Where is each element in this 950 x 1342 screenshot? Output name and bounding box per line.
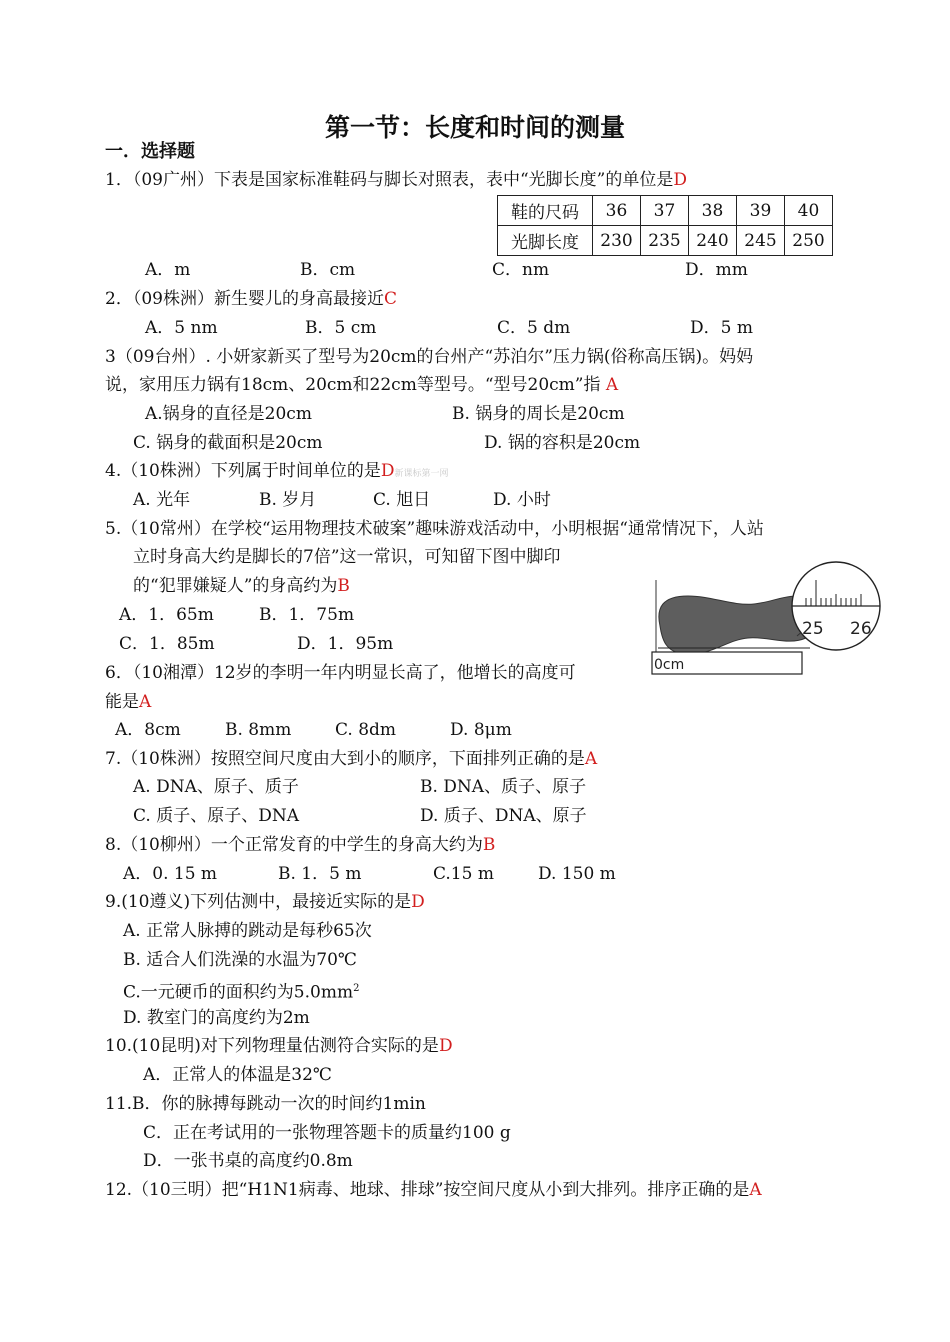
q5-stem-line3: [133, 574, 350, 598]
q3-stem-line1: 3（09台州）. 小妍家新买了型号为20cm的台州产“苏泊尔”压力锅(俗称高压锅)。妈妈: [105, 347, 754, 367]
q5-stem-line2: 立时身高大约是脚长的7倍”这一常识，可知留下图中脚印: [133, 547, 561, 567]
option-c: C. 质子、原子、DNA: [133, 806, 299, 826]
table-row: [498, 226, 833, 256]
option-a: A．5 nm: [145, 318, 218, 338]
q2-stem: [105, 287, 397, 311]
option-c: C.15 m: [433, 864, 494, 884]
option-b: 11.B．你的脉搏每跳动一次的时间约1min: [105, 1094, 426, 1114]
option-c: C. 旭日: [373, 490, 431, 510]
q2-answer: C: [383, 289, 397, 309]
superscript: 2: [353, 983, 360, 994]
option-a: A．m: [145, 260, 191, 280]
option-a: A. 光年: [133, 490, 191, 510]
option-d: D．1．95m: [297, 634, 394, 654]
table-cell: 39: [737, 196, 785, 226]
option-c-text: C.一元硬币的面积约为5.0mm: [123, 982, 354, 1003]
q10-stem-text: 10.(10昆明)对下列物理量估测符合实际的是: [105, 1036, 439, 1056]
table-cell: 光脚长度: [498, 226, 593, 256]
q6-stem-text: 能是: [105, 692, 139, 712]
q6-stem-line1: 6．（10湘潭）12岁的李明一年内明显长高了，他增长的高度可: [105, 663, 576, 683]
page-title: 第一节：长度和时间的测量: [324, 113, 625, 142]
option-c: C．nm: [492, 260, 550, 280]
option-a: A.锅身的直径是20cm: [145, 404, 312, 424]
option-d: D. 锅的容积是20cm: [484, 433, 641, 453]
q10-answer: D: [438, 1036, 453, 1056]
q4-stem-text: 4.（10株洲）下列属于时间单位的是: [105, 461, 381, 481]
table-cell: 250: [785, 226, 833, 256]
table-cell: 鞋的尺码: [498, 196, 593, 226]
option-d: D. 质子、DNA、原子: [420, 806, 587, 826]
q8-stem-text: 8.（10柳州）一个正常发育的中学生的身高大约为: [105, 835, 483, 855]
option-d: D. 小时: [493, 490, 551, 510]
option-b: B．5 cm: [305, 318, 377, 338]
q9-answer: D: [411, 892, 425, 912]
option-c: C. 8dm: [335, 720, 397, 740]
option-a: A．0. 15 m: [123, 864, 218, 884]
option-b: B．cm: [300, 260, 356, 280]
shoe-size-table: [497, 195, 833, 256]
table-cell: 240: [689, 226, 737, 256]
q5-answer: B: [337, 576, 350, 596]
q2-stem-text: 2．（09株洲）新生婴儿的身高最接近: [105, 289, 384, 309]
q8-stem: [105, 833, 495, 857]
option-b: B. 适合人们洗澡的水温为70℃: [123, 950, 357, 970]
option-b: B. 8mm: [225, 720, 292, 740]
option-d: D. 8μm: [450, 720, 512, 740]
option-c: [123, 977, 359, 1005]
q9-stem-text: 9.(10遵义)下列估测中，最接近实际的是: [105, 892, 412, 912]
option-a: A．8cm: [115, 720, 181, 740]
q3-answer: A: [605, 375, 619, 395]
option-c: C．1．85m: [119, 634, 215, 654]
q9-stem: [105, 890, 425, 914]
option-c: C．正在考试用的一张物理答题卡的质量约100 g: [143, 1123, 511, 1143]
option-a: A. DNA、原子、质子: [133, 777, 299, 797]
q7-stem-text: 7.（10株洲）按照空间尺度由大到小的顺序，下面排列正确的是: [105, 749, 585, 769]
table-cell: 245: [737, 226, 785, 256]
option-d: D. 150 m: [538, 864, 616, 884]
table-cell: 230: [593, 226, 641, 256]
table-cell: 235: [641, 226, 689, 256]
q7-stem: [105, 747, 597, 771]
option-d: D．5 m: [690, 318, 753, 338]
q3-stem-line2: [105, 373, 618, 397]
option-d: D. 教室门的高度约为2m: [123, 1008, 310, 1028]
q8-answer: B: [482, 835, 496, 855]
watermark-text: 新课标第一网: [394, 469, 449, 479]
ruler-zero-label: 0cm: [654, 657, 685, 673]
q1-answer: D: [673, 170, 687, 190]
option-b: B. 锅身的周长是20cm: [452, 404, 625, 424]
table-cell: 40: [785, 196, 833, 226]
option-c: C．5 dm: [497, 318, 571, 338]
option-b: B．1．75m: [259, 605, 355, 625]
q4-stem: [105, 459, 449, 486]
q12-stem: [105, 1178, 762, 1202]
option-b: B. DNA、质子、原子: [420, 777, 587, 797]
q5-stem-line1: 5.（10常州）在学校“运用物理技术破案”趣味游戏活动中，小明根据“通常情况下，人站: [105, 519, 764, 539]
q12-stem-text: 12.（10三明）把“H1N1病毒、地球、排球”按空间尺度从小到大排列。排序正确的是: [105, 1180, 750, 1200]
option-c: C. 锅身的截面积是20cm: [133, 433, 323, 453]
option-a: A．1．65m: [119, 605, 214, 625]
q6-answer: A: [139, 692, 152, 712]
q7-answer: A: [584, 749, 598, 769]
q12-answer: A: [749, 1180, 762, 1200]
option-b: B. 岁月: [259, 490, 317, 510]
table-cell: 38: [689, 196, 737, 226]
table-cell: 36: [593, 196, 641, 226]
q5-stem-text: 的“犯罪嫌疑人”的身高约为: [133, 576, 338, 596]
q6-stem-line2: [105, 690, 151, 714]
table-row: [498, 196, 833, 226]
option-a: A．正常人的体温是32℃: [143, 1065, 332, 1085]
magnifier-label-left: 25: [802, 619, 824, 639]
option-b: B. 1．5 m: [278, 864, 362, 884]
q4-answer: D: [380, 461, 395, 481]
q1-stem: [105, 168, 687, 192]
footprint-figure: [650, 558, 882, 678]
q3-stem-text: 说，家用压力锅有18cm、20cm和22cm等型号。“型号20cm”指: [105, 375, 601, 395]
option-a: A. 正常人脉搏的跳动是每秒65次: [123, 921, 372, 941]
q1-stem-text: 1．（09广州）下表是国家标准鞋码与脚长对照表，表中“光脚长度”的单位是: [105, 170, 674, 190]
option-d: D．一张书桌的高度约0.8m: [143, 1151, 353, 1171]
magnifier-label-right: 26: [850, 619, 872, 639]
section-heading: 一．选择题: [105, 141, 195, 162]
q10-stem: [105, 1034, 453, 1058]
option-d: D．mm: [685, 260, 748, 280]
table-cell: 37: [641, 196, 689, 226]
